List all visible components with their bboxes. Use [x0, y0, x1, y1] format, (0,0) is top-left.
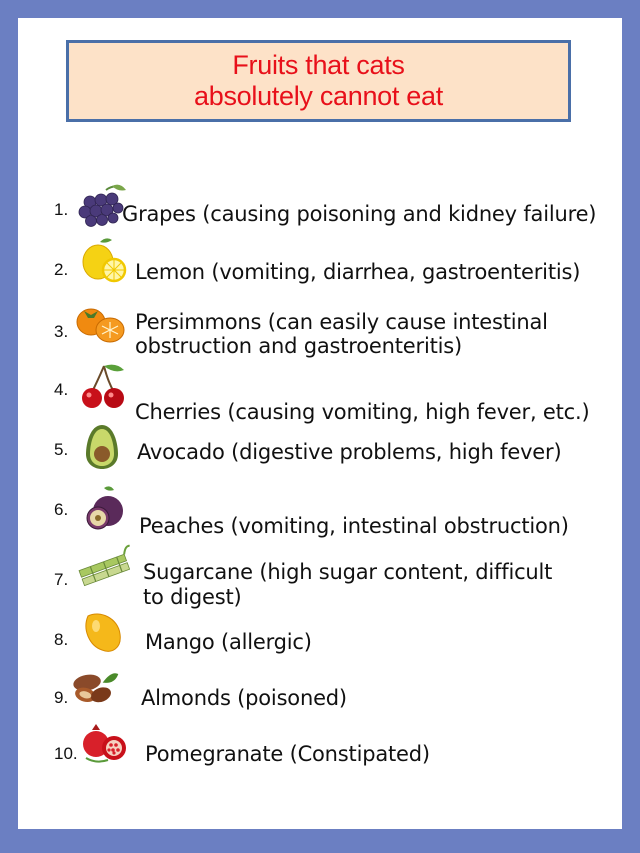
- poster-card: [18, 18, 622, 829]
- item-label-continued: to digest): [143, 585, 242, 609]
- item-number: 2.: [54, 260, 69, 279]
- item-number: 5.: [54, 440, 69, 459]
- item-number: 3.: [54, 322, 69, 341]
- pomegranate-icon: [78, 718, 130, 768]
- item-number: 9.: [54, 688, 69, 707]
- mango-icon: [78, 608, 130, 658]
- avocado-icon: [76, 422, 128, 472]
- item-label: Avocado (digestive problems, high fever): [137, 440, 562, 464]
- item-label: Peaches (vomiting, intestinal obstruction): [139, 514, 569, 538]
- item-label: Lemon (vomiting, diarrhea, gastroenteritis): [135, 260, 581, 284]
- item-label: Persimmons (can easily cause intestinal: [135, 310, 548, 334]
- item-number: 8.: [54, 630, 69, 649]
- item-number: 4.: [54, 380, 69, 399]
- item-label: Grapes (causing poisoning and kidney failure): [122, 202, 597, 226]
- item-label: Pomegranate (Constipated): [145, 742, 430, 766]
- title-box: [66, 40, 571, 122]
- peach-icon: [80, 484, 132, 534]
- item-label: Mango (allergic): [145, 630, 312, 654]
- cherries-icon: [78, 362, 130, 412]
- item-number: 10.: [54, 744, 78, 763]
- item-number: 6.: [54, 500, 69, 519]
- almonds-icon: [68, 662, 120, 712]
- item-label: Almonds (poisoned): [141, 686, 347, 710]
- item-number: 7.: [54, 570, 69, 589]
- grapes-icon: [76, 180, 128, 230]
- sugarcane-icon: [78, 544, 130, 594]
- item-number: 1.: [54, 200, 69, 219]
- persimmon-icon: [74, 300, 126, 350]
- item-label: Sugarcane (high sugar content, difficult: [143, 560, 553, 584]
- lemon-icon: [78, 234, 130, 284]
- title-line-1: Fruits that cats: [232, 50, 405, 80]
- title-line-2: absolutely cannot eat: [194, 81, 443, 111]
- item-label: Cherries (causing vomiting, high fever, etc.): [135, 400, 590, 424]
- item-label-continued: obstruction and gastroenteritis): [135, 334, 462, 358]
